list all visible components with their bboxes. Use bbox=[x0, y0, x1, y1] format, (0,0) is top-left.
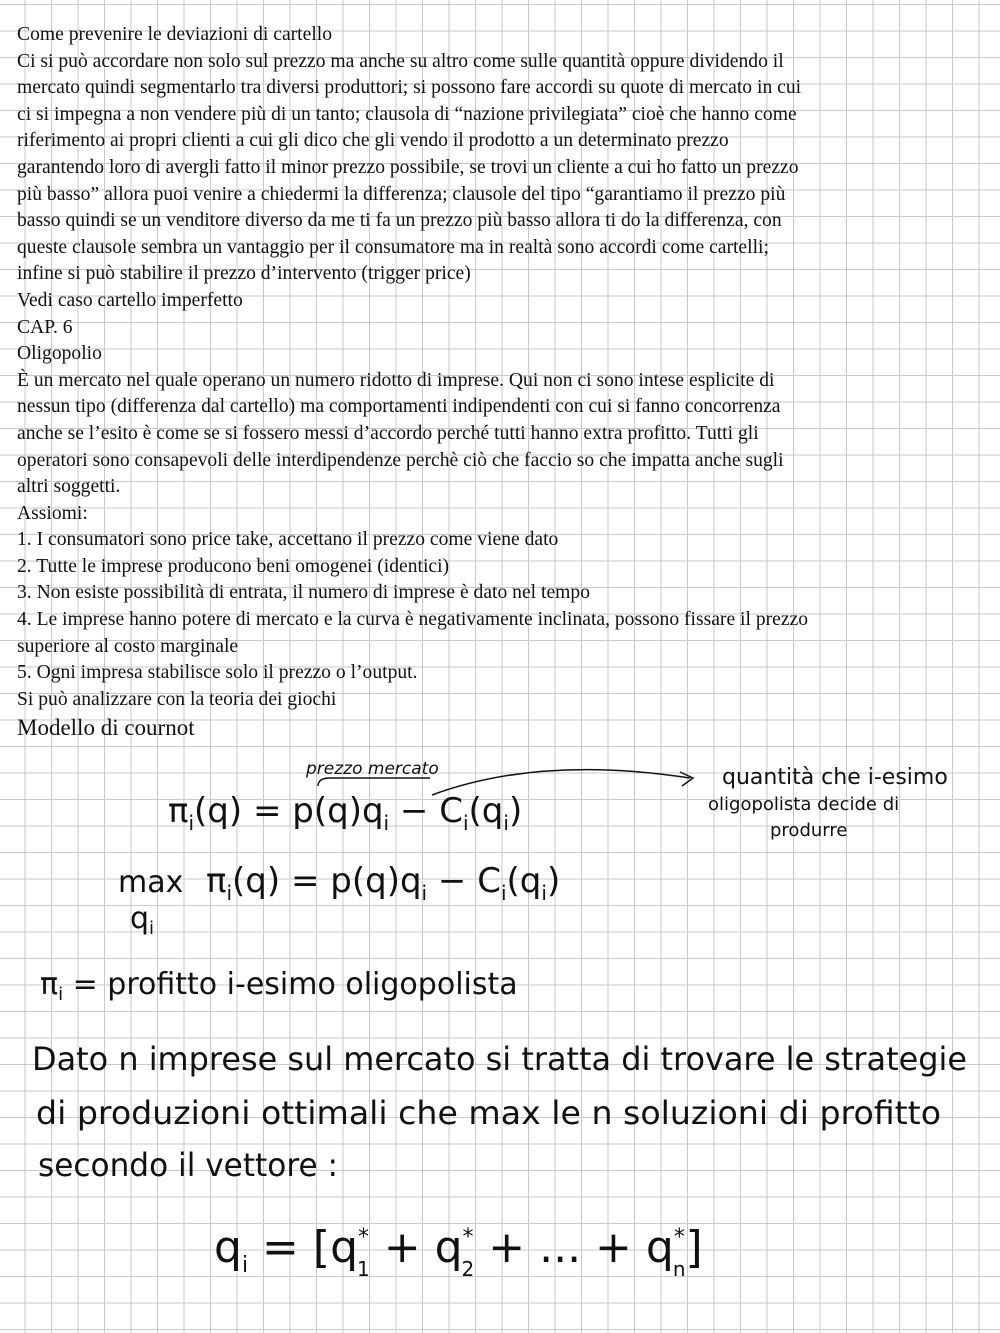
annotation-prezzo-mercato: prezzo mercato bbox=[306, 759, 439, 779]
profit-definition: $\pi_i$ = profitto i-esimo oligopolista bbox=[40, 967, 518, 1005]
text-line: riferimento ai propri clienti a cui gli dico che gli vendo il prodotto a un determinato prezzo bbox=[17, 130, 729, 152]
text-line: superiore al costo marginale bbox=[17, 635, 239, 657]
text-line: infine si può stabilire il prezzo d’intervento (trigger price) bbox=[17, 263, 471, 285]
max-label: max bbox=[118, 865, 184, 900]
text-line: 5. Ogni impresa stabilisce solo il prezzo o l’output. bbox=[17, 662, 418, 684]
paragraph-line-3: secondo il vettore : bbox=[38, 1146, 338, 1184]
annotation-bracket bbox=[318, 778, 430, 786]
note-line-1: quantità che i-esimo bbox=[722, 765, 948, 790]
text-line: Assiomi: bbox=[17, 502, 88, 524]
note-line-2: oligopolista decide di bbox=[708, 794, 900, 815]
vector-equation: $q_i = [q^*$ 1 + q* 2 + ... + q* n] bbox=[214, 1222, 703, 1281]
paragraph-line-1: Dato n imprese sul mercato si tratta di trovare le strategie bbox=[32, 1040, 967, 1078]
text-line: basso quindi se un venditore diverso da me ti fa un prezzo più basso allora ti do la differenza, con bbox=[17, 210, 782, 232]
text-line: ci si impegna a non vendere più di un tanto; clausola di “nazione privilegiata” cioè che hanno come bbox=[17, 103, 797, 125]
text-line: Vedi caso cartello imperfetto bbox=[17, 289, 243, 311]
text-line: garantendo loro di avergli fatto il minor prezzo possibile, se trovi un cliente a cui ho fatto un prezzo bbox=[17, 156, 799, 178]
text-line: 3. Non esiste possibilità di entrata, il numero di imprese è dato nel tempo bbox=[17, 582, 590, 604]
text-line: 4. Le imprese hanno potere di mercato e la curva è negativamente inclinata, possono fissare il prezzo bbox=[17, 609, 809, 631]
text-line: 2. Tutte le imprese producono beni omogenei (identici) bbox=[17, 555, 450, 577]
text-line: Ci si può accordare non solo sul prezzo ma anche su altro come sulle quantità oppure dividendo il bbox=[17, 50, 784, 72]
text-line: anche se l’esito è come se si fossero messi d’accordo perché tutti hanno extra profitto. Tutti gli bbox=[17, 422, 759, 444]
text-line: Si può analizzare con la teoria dei giochi bbox=[17, 688, 337, 710]
profit-equation: $\pi_i(q) = p(q)q_i - C_i(q_i)$ bbox=[168, 791, 523, 835]
text-line: 1. I consumatori sono price take, accettano il prezzo come viene dato bbox=[17, 529, 559, 551]
arrow-head bbox=[680, 772, 693, 786]
paragraph-line-2: di produzioni ottimali che max le n soluzioni di profitto bbox=[36, 1094, 941, 1132]
text-line: Oligopolio bbox=[17, 343, 102, 365]
text-line: Come prevenire le deviazioni di cartello bbox=[17, 24, 333, 45]
text-line: CAP. 6 bbox=[17, 316, 73, 338]
max-profit-equation: $\pi_i(q) = p(q)q_i - C_i(q_i)$ bbox=[206, 861, 561, 905]
section-heading: Modello di cournot bbox=[17, 715, 195, 741]
text-line: queste clausole sembra un vantaggio per il consumatore ma in realtà sono accordi come cartelli; bbox=[17, 236, 769, 258]
text-line: altri soggetti. bbox=[17, 476, 121, 498]
text-line: operatori sono consapevoli delle interdipendenze perchè ciò che faccio so che impatta anche sugli bbox=[17, 449, 784, 471]
text-line: mercato quindi segmentarlo tra diversi produttori; si possono fare accordi su quote di mercato in cui bbox=[17, 77, 802, 99]
note-line-3: produrre bbox=[770, 820, 848, 841]
text-line: più basso” allora puoi venire a chiedermi la differenza; clausole del tipo “garantiamo il prezzo più bbox=[17, 183, 786, 205]
text-line: È un mercato nel quale operano un numero ridotto di imprese. Qui non ci sono intese esplicite di bbox=[17, 369, 775, 391]
max-variable: $q_i$ bbox=[130, 901, 155, 939]
text-line: nessun tipo (differenza dal cartello) ma comportamenti indipendenti con cui si fanno concorrenza bbox=[17, 396, 781, 418]
